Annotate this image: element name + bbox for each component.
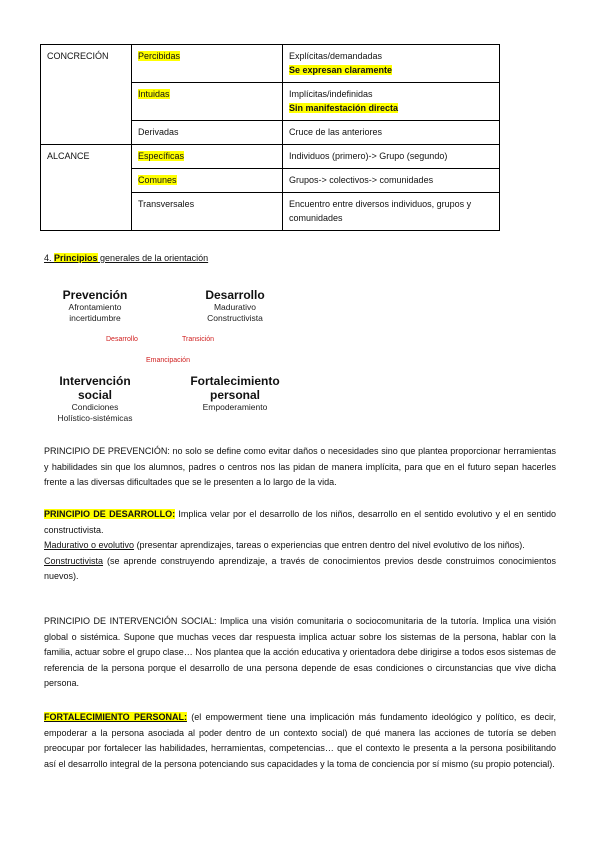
node-title: Desarrollo [205, 288, 265, 302]
type-label: Intuidas [138, 89, 170, 99]
type-label: Percibidas [138, 51, 181, 61]
node-title: Fortalecimiento [190, 374, 280, 388]
table-cell-description [283, 193, 500, 231]
table-cell-description [283, 169, 500, 193]
paragraph-text: Implica velar por el desarrollo de los niños, desarrollo en el sentido evolutivo y el en sentido constructivista. [44, 509, 557, 535]
node-prevencion [40, 288, 150, 324]
label-emancipacion: Emancipación [146, 357, 190, 364]
description-line: Implícitas/indefinidas [289, 89, 373, 99]
description-line: Cruce de las anteriores [289, 127, 383, 137]
paragraph-heading: PRINCIPIO DE DESARROLLO: [44, 509, 176, 519]
subheading-madurativo: Madurativo o evolutivo [44, 540, 135, 550]
table-row [41, 45, 500, 83]
table-cell-type [132, 169, 283, 193]
table-cell-description [283, 83, 500, 121]
needs-table [40, 44, 500, 231]
node-sub: Constructivista [207, 313, 263, 323]
label-desarrollo: Desarrollo [106, 336, 138, 343]
paragraph-text: (se aprende construyendo aprendizaje, a través de conocimientos previos desde construimos conocimientos nuevos). [44, 555, 556, 581]
section-number: 4. [44, 253, 52, 263]
table-cell-description [283, 45, 500, 83]
paragraph-prevencion [44, 444, 556, 491]
table-cell-type [132, 145, 283, 169]
paragraph-fortalecimiento [44, 710, 556, 772]
section-highlight: Principios [54, 253, 98, 263]
table-cell-type [132, 193, 283, 231]
node-sub: Holístico-sistémicas [57, 413, 133, 423]
paragraph-text: PRINCIPIO DE INTERVENCIÓN SOCIAL: Implica una visión comunitaria o sociocomunitaria de la tutoría. Implica una visión global o sistémica. Supone que muchas veces dar respuesta implica actuar sobre los sistemas de la persona, hablar con la familia, actuar sobre el grupo clase… Nos plantea que la acción educativa y orientadora debe dirigirse a todos esos sistemas de referencia de la persona porque el desarrollo de una persona depende de esas condiciones o circunstancias que vive dicha persona. [44, 616, 556, 688]
table-cell-type [132, 83, 283, 121]
table-row [41, 145, 500, 169]
description-highlight: Se expresan claramente [289, 65, 393, 75]
label-transicion: Transición [182, 336, 215, 343]
node-title: Prevención [62, 288, 128, 302]
description-line: Grupos-> colectivos-> comunidades [289, 175, 434, 185]
paragraph-heading: FORTALECIMIENTO PERSONAL: [44, 712, 187, 722]
paragraph-desarrollo [44, 507, 556, 585]
node-title: personal [209, 388, 260, 402]
paragraph-intervencion [44, 614, 556, 692]
type-label: Específicas [138, 151, 185, 161]
type-label: Transversales [138, 199, 195, 209]
type-label: Comunes [138, 175, 177, 185]
table-cell-description [283, 121, 500, 145]
description-line: Encuentro entre diversos individuos, grupos y comunidades [289, 199, 472, 223]
section-title-rest: generales de la orientación [97, 253, 209, 263]
table-cell-category: ALCANCE [41, 145, 132, 231]
node-desarrollo [180, 288, 290, 324]
subheading-constructivista: Constructivista [44, 555, 104, 566]
paragraph-text: (el empowerment tiene una implicación más fundamento ideológico y político, es decir, empoderar a la persona asociada al poder dentro de un contexto social) de qué manera las acciones de tutoría se deben preocupar por fortalecer las habilidades, herramientas, competencias… que el contexto le presenta a la persona posibilitando así el desarrollo integral de la persona potenciando sus capacidades y la toma de conciencia por sí mismo (su propio potencial). [44, 712, 556, 769]
paragraph-text: PRINCIPIO DE PREVENCIÓN: no solo se define como evitar daños o necesidades sino que plantea proporcionar herramientas y habilidades sin que los alumnos, padres o centros nos las pidan de manera implícita, para que en el futuro sepan hacerles frente a las diversas dificultades que se le presenten a lo largo de la vida. [44, 446, 556, 487]
node-intervencion [40, 374, 150, 424]
table-cell-type [132, 121, 283, 145]
principles-diagram [40, 280, 320, 430]
table-cell-category: CONCRECIÓN [41, 45, 132, 145]
node-sub: Empoderamiento [202, 402, 268, 412]
section-heading [44, 253, 208, 263]
node-title: social [77, 388, 113, 402]
node-sub: incertidumbre [69, 313, 121, 323]
paragraph-text: (presentar aprendizajes, tareas o experiencias que entren dentro del nivel evolutivo de los niños). [134, 540, 525, 550]
type-label: Derivadas [138, 127, 179, 137]
description-line: Individuos (primero)-> Grupo (segundo) [289, 151, 448, 161]
node-title: Intervención [59, 374, 131, 388]
description-highlight: Sin manifestación directa [289, 103, 399, 113]
description-line: Explícitas/demandadas [289, 51, 383, 61]
node-fortalecimiento [180, 374, 290, 413]
table-cell-description [283, 145, 500, 169]
table-cell-type [132, 45, 283, 83]
node-sub: Condiciones [71, 402, 119, 412]
node-sub: Afrontamiento [68, 302, 122, 312]
node-sub: Madurativo [213, 302, 257, 312]
